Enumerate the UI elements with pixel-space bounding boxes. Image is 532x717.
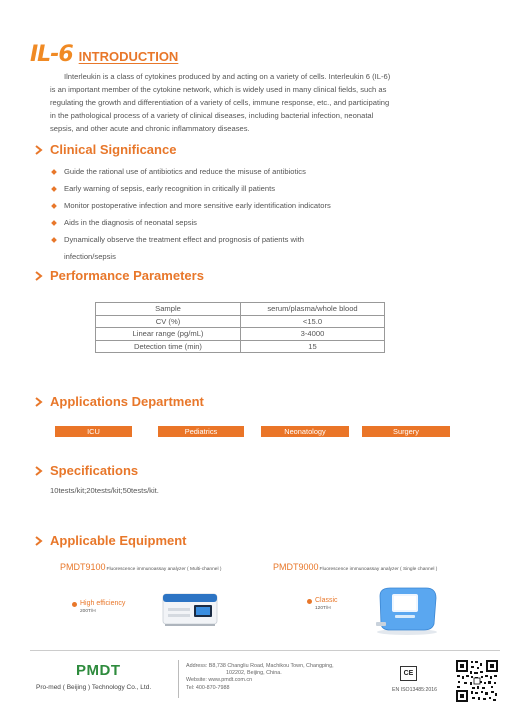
list-item <box>52 197 492 214</box>
chevron-right-icon <box>34 466 44 476</box>
department-tag-neonatology: Neonatology <box>261 426 349 437</box>
device-model: PMDT9100 <box>60 562 106 572</box>
company-address <box>186 663 386 692</box>
intro-line-text: Ilnterleukin is a class of cytokines produced by and acting on a variety of cells. Interleukin 6 (IL-6) <box>64 72 391 81</box>
intro-line: is an important member of the cytokine network, which is widely used in many clinical fields, such as <box>50 85 387 94</box>
intro-line <box>50 70 506 83</box>
company-name: Pro-med ( Beijing ) Technology Co., Ltd. <box>36 684 152 691</box>
analyzer-multichannel-image <box>160 590 220 628</box>
analyzer-singlechannel-image <box>372 584 442 636</box>
feature-speed: 200T/H <box>80 609 96 614</box>
table-cell: 15 <box>241 340 385 353</box>
title-row <box>30 42 178 67</box>
department-tags <box>55 426 450 437</box>
table-cell: 3-4000 <box>241 328 385 341</box>
pmdt-logo: PMDT <box>76 662 121 679</box>
equipment-heading: Applicable Equipment <box>50 533 187 548</box>
section-equipment <box>34 533 187 548</box>
footer-divider <box>30 650 500 651</box>
clinical-list <box>52 163 492 265</box>
specifications-heading: Specifications <box>50 463 139 478</box>
ce-mark-icon: CE <box>400 666 417 681</box>
table-cell: serum/plasma/whole blood <box>241 303 385 316</box>
website-line: Website: www.pmdt.com.cn <box>186 677 253 684</box>
device-label-9000 <box>273 562 437 572</box>
diamond-bullet-icon <box>51 237 57 243</box>
feature-text <box>80 600 125 615</box>
department-tag-pediatrics: Pediatrics <box>158 426 244 437</box>
list-item-text: Aids in the diagnosis of neonatal sepsis <box>64 218 197 227</box>
qr-code-icon <box>455 659 499 703</box>
performance-heading: Performance Parameters <box>50 268 204 283</box>
feature-dot-icon <box>72 602 77 607</box>
list-item-text: Dynamically observe the treatment effect and prognosis of patients with <box>64 235 305 244</box>
diamond-bullet-icon <box>51 203 57 209</box>
footer-separator <box>178 660 179 698</box>
address-line: 102202, Beijing, China. <box>226 670 282 677</box>
list-item-text: Guide the rational use of antibiotics and reduce the misuse of antibiotics <box>64 167 306 176</box>
department-tag-icu: ICU <box>55 426 132 437</box>
specifications-text: 10tests/kit;20tests/kit;50tests/kit. <box>50 486 159 495</box>
product-brand: IL-6 <box>30 42 73 67</box>
diamond-bullet-icon <box>51 169 57 175</box>
section-clinical <box>34 142 176 157</box>
iso-certification: EN ISO13485:2016 <box>392 687 437 693</box>
phone-line: Tel: 400-870-7988 <box>186 684 230 691</box>
intro-line: sepsis, and other acute and chronic inflammatory diseases. <box>50 124 250 133</box>
table-cell: Sample <box>96 303 241 316</box>
list-item <box>52 180 492 197</box>
chevron-right-icon <box>34 536 44 546</box>
feature-name: High efficiency <box>80 600 126 607</box>
table-row <box>96 315 385 328</box>
table-cell: <15.0 <box>241 315 385 328</box>
diamond-bullet-icon <box>51 186 57 192</box>
list-item-continuation: infection/sepsis <box>64 252 116 261</box>
department-tag-surgery: Surgery <box>362 426 450 437</box>
intro-line: regulating the growth and differentiation of a variety of cells, immune response, etc., and participating <box>50 98 390 107</box>
intro-paragraph <box>50 70 506 135</box>
address-line: Address: B8,738 Changliu Road, Machikou Town, Changping, <box>186 663 334 669</box>
list-item <box>52 163 492 180</box>
applications-heading: Applications Department <box>50 394 204 409</box>
list-item <box>52 231 492 248</box>
list-item <box>52 214 492 231</box>
chevron-right-icon <box>34 271 44 281</box>
chevron-right-icon <box>34 145 44 155</box>
feature-speed: 120T/H <box>315 606 331 611</box>
section-performance <box>34 268 204 283</box>
diamond-bullet-icon <box>51 220 57 226</box>
feature-high-efficiency <box>72 600 125 615</box>
table-row <box>96 328 385 341</box>
list-item-text: Early warning of sepsis, early recognition in critically ill patients <box>64 184 276 193</box>
table-cell: CV (%) <box>96 315 241 328</box>
table-row <box>96 303 385 316</box>
feature-classic <box>307 597 338 612</box>
table-row <box>96 340 385 353</box>
feature-text <box>315 597 338 612</box>
performance-table <box>95 302 385 353</box>
table-cell: Detection time (min) <box>96 340 241 353</box>
section-applications <box>34 394 204 409</box>
chevron-right-icon <box>34 397 44 407</box>
device-model: PMDT9000 <box>273 562 319 572</box>
clinical-heading: Clinical Significance <box>50 142 177 157</box>
section-specifications <box>34 463 138 478</box>
device-desc: Fluorescence immunoassay analyzer ( Multi-channel ) <box>106 567 222 572</box>
list-item-text: Monitor postoperative infection and more sensitive early identification indicators <box>64 201 331 210</box>
feature-dot-icon <box>307 599 312 604</box>
device-label-9100 <box>60 562 221 572</box>
table-cell: Linear range (pg/mL) <box>96 328 241 341</box>
feature-name: Classic <box>315 597 338 604</box>
device-desc: Fluorescence immunoassay analyzer ( Single channel ) <box>319 567 438 572</box>
intro-heading: INTRODUCTION <box>78 49 179 64</box>
intro-line: in the pathological process of a variety of clinical diseases, including bacterial infection, neonatal <box>50 111 374 120</box>
